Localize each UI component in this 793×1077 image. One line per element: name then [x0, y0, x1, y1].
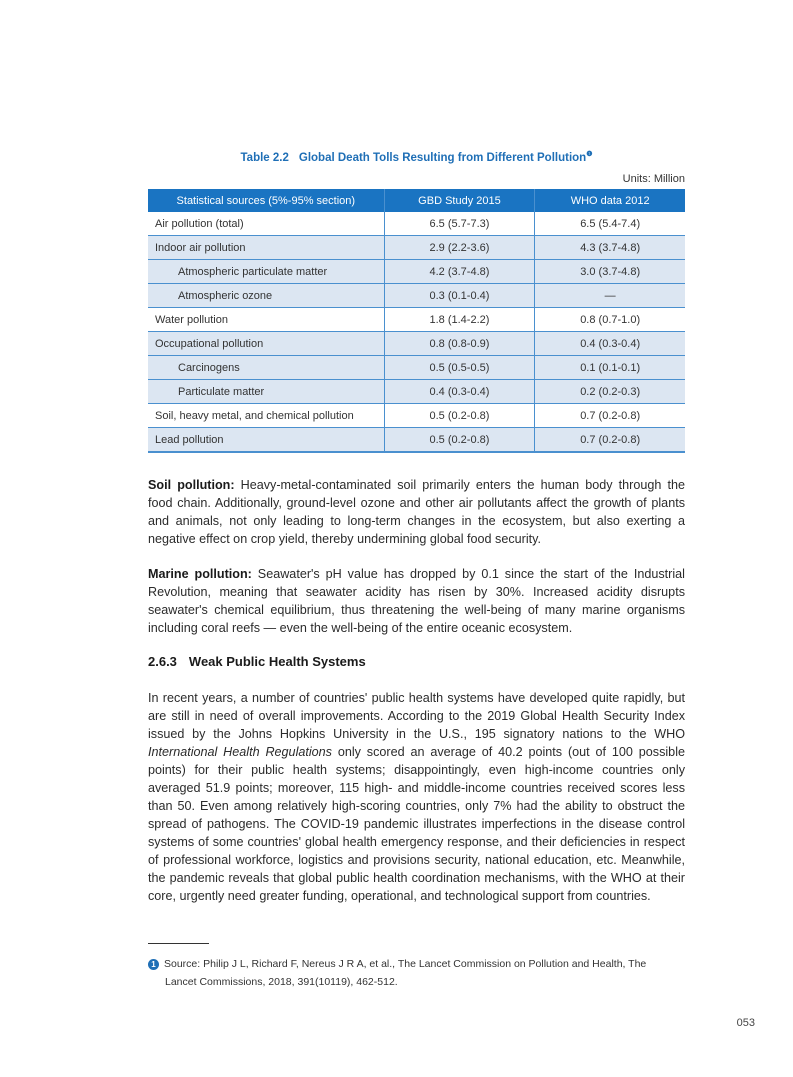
gbd-value: 0.3 (0.1-0.4) [384, 284, 535, 308]
table-row [148, 236, 685, 260]
who-value: 0.1 (0.1-0.1) [535, 356, 685, 380]
death-tolls-table [148, 189, 685, 453]
public-health-paragraph [148, 689, 685, 905]
gbd-value: 0.4 (0.3-0.4) [384, 380, 535, 404]
row-label: Lead pollution [148, 428, 384, 453]
table-row [148, 404, 685, 428]
table-row [148, 428, 685, 453]
header-gbd: GBD Study 2015 [384, 189, 535, 212]
footnote-line-2: Lancet Commissions, 2018, 391(10119), 462-512. [165, 976, 398, 988]
section-title: Weak Public Health Systems [188, 654, 366, 669]
public-health-text-1: In recent years, a number of countries' public health systems have developed quite rapidly, but are still in need of overall improvements. According to the 2019 Global Health Security Index issued by the Johns Hopkins University in the U.S., 195 signatory nations to the WHO [148, 691, 685, 741]
footnote-line-1: Source: Philip J L, Richard F, Nereus J R A, et al., The Lancet Commission on Pollution and Health, The [164, 958, 647, 970]
ihr-title: International Health Regulations [148, 745, 332, 759]
gbd-value: 2.9 (2.2-3.6) [384, 236, 535, 260]
table-row [148, 380, 685, 404]
gbd-value: 0.5 (0.2-0.8) [384, 404, 535, 428]
table-caption [148, 150, 685, 164]
section-heading [148, 654, 366, 669]
row-label: Soil, heavy metal, and chemical pollution [148, 404, 384, 428]
table-title: Global Death Tolls Resulting from Different Pollution [298, 152, 587, 164]
who-value: — [535, 284, 685, 308]
gbd-value: 1.8 (1.4-2.2) [384, 308, 535, 332]
gbd-value: 0.5 (0.5-0.5) [384, 356, 535, 380]
who-value: 0.8 (0.7-1.0) [535, 308, 685, 332]
table-row [148, 356, 685, 380]
marine-pollution-paragraph [148, 565, 685, 637]
gbd-value: 0.8 (0.8-0.9) [384, 332, 535, 356]
table-number: Table 2.2 [240, 152, 289, 164]
marine-pollution-text: Seawater's pH value has dropped by 0.1 since the start of the Industrial Revolution, meaning that seawater acidity has risen by 30%. Increased acidity disrupts seawater's chemical equilibrium, thus threatening the well-being of many marine organisms including coral reefs — even the well-being of the entire oceanic ecosystem. [148, 567, 685, 635]
public-health-text-2: only scored an average of 40.2 points (out of 100 possible points) for their public health systems; disappointingly, even high-income countries only averaged 51.9 points; moreover, 115 high- and middle-income countries received scores less than 50. Even among relatively high-scoring countries, only 7% had the ability to obstruct the spread of pathogens. The COVID-19 pandemic illustrates imperfections in the disease control systems of some countries' global health emergency response, and their deficiencies in respect of professional workforce, logistics and provisions security, national education, etc. Meanwhile, the pandemic reveals that global public health coordination mechanisms, with the WHO at their core, urgently need greater funding, operational, and technological support from countries. [148, 745, 685, 903]
section-number: 2.6.3 [148, 654, 177, 669]
footnote-divider [148, 943, 209, 944]
footnote-ref-icon[interactable]: ❶ [586, 151, 593, 158]
soil-pollution-text: Heavy-metal-contaminated soil primarily enters the human body through the food chain. Additionally, ground-level ozone and other air pollutants affect the growth of plants and animals, not only leading to long-term changes in the ecosystem, but also exerting a negative effect on crop yield, thereby undermining global food security. [148, 478, 685, 546]
who-value: 3.0 (3.7-4.8) [535, 260, 685, 284]
row-label: Atmospheric particulate matter [148, 260, 384, 284]
footnote-marker-icon: 1 [148, 959, 159, 970]
row-label: Particulate matter [148, 380, 384, 404]
header-source: Statistical sources (5%-95% section) [148, 189, 384, 212]
who-value: 0.2 (0.2-0.3) [535, 380, 685, 404]
who-value: 0.7 (0.2-0.8) [535, 428, 685, 453]
table-header-row [148, 189, 685, 212]
page-number: 053 [736, 1017, 755, 1029]
gbd-value: 4.2 (3.7-4.8) [384, 260, 535, 284]
row-label: Atmospheric ozone [148, 284, 384, 308]
header-who: WHO data 2012 [535, 189, 685, 212]
table-row [148, 284, 685, 308]
who-value: 6.5 (5.4-7.4) [535, 212, 685, 236]
row-label: Water pollution [148, 308, 384, 332]
row-label: Indoor air pollution [148, 236, 384, 260]
row-label: Carcinogens [148, 356, 384, 380]
row-label: Air pollution (total) [148, 212, 384, 236]
row-label: Occupational pollution [148, 332, 384, 356]
gbd-value: 6.5 (5.7-7.3) [384, 212, 535, 236]
who-value: 0.7 (0.2-0.8) [535, 404, 685, 428]
gbd-value: 0.5 (0.2-0.8) [384, 428, 535, 453]
who-value: 0.4 (0.3-0.4) [535, 332, 685, 356]
table-units: Units: Million [622, 173, 685, 185]
table-row [148, 212, 685, 236]
marine-pollution-lead: Marine pollution: [148, 567, 252, 581]
table-row [148, 308, 685, 332]
table-row [148, 260, 685, 284]
table-row [148, 332, 685, 356]
soil-pollution-lead: Soil pollution: [148, 478, 235, 492]
who-value: 4.3 (3.7-4.8) [535, 236, 685, 260]
footnote [148, 955, 688, 991]
soil-pollution-paragraph [148, 476, 685, 548]
